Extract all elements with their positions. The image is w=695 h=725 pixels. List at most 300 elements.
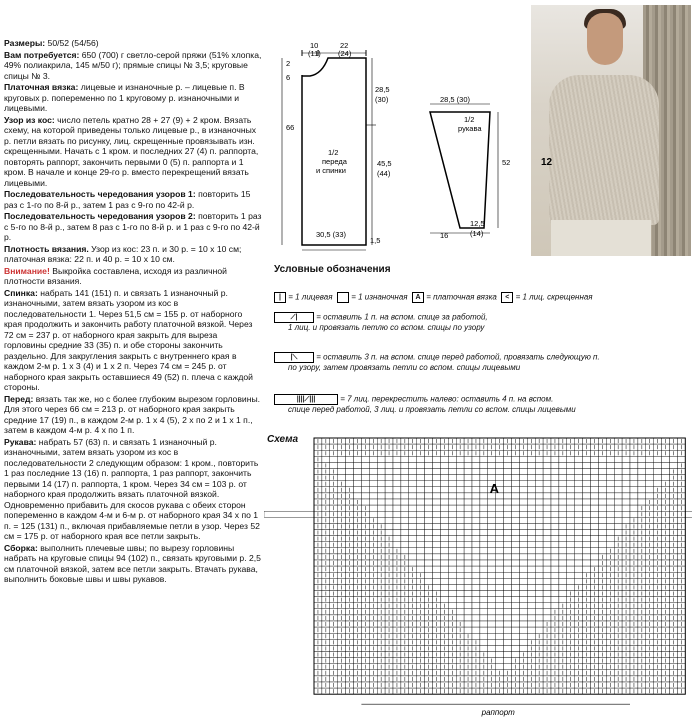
chart-cell-garter (575, 523, 583, 529)
chart-cell-garter (504, 487, 512, 493)
chart-cell-garter (551, 560, 559, 566)
chart-cell-garter (504, 566, 512, 572)
chart-cell-garter (440, 469, 448, 475)
chart-cell-garter (543, 475, 551, 481)
chart-cell-garter (409, 481, 417, 487)
chart-cell-garter (591, 456, 599, 462)
chart-cell-garter (527, 566, 535, 572)
chart-cell-garter (535, 511, 543, 517)
chart-cell-garter (535, 517, 543, 523)
chart-cell-garter (606, 469, 614, 475)
chart-cell-garter (622, 481, 630, 487)
chart-cell-garter (488, 499, 496, 505)
chart-cell-garter (638, 493, 646, 499)
chart-cell-garter (464, 603, 472, 609)
chart-cell-garter (496, 511, 504, 517)
chart-cell-garter (425, 566, 433, 572)
chart-cell-garter (591, 499, 599, 505)
chart-cell-garter (543, 487, 551, 493)
chart-cell-garter (425, 511, 433, 517)
chart-cell-garter (535, 560, 543, 566)
chart-cell-garter (480, 505, 488, 511)
chart-cell-garter (385, 469, 393, 475)
chart-cell-garter (425, 475, 433, 481)
chart-cell-garter (496, 462, 504, 468)
chart-cell-garter (401, 493, 409, 499)
chart-cell-garter (559, 536, 567, 542)
chart-cell-garter (559, 578, 567, 584)
chart-cell-garter (559, 584, 567, 590)
chart-cell-garter (559, 591, 567, 597)
chart-cell-garter (385, 481, 393, 487)
chart-cell-garter (512, 572, 520, 578)
chart-cell-garter (527, 530, 535, 536)
chart-cell-garter (448, 493, 456, 499)
chart-cell-garter (630, 469, 638, 475)
chart-cell-garter (535, 530, 543, 536)
chart-cell-garter (591, 469, 599, 475)
chart-cell-garter (654, 462, 662, 468)
chart-cell-garter (527, 542, 535, 548)
chart-cell-garter (472, 469, 480, 475)
label-half: 1/2 (328, 148, 339, 157)
chart-cell-garter (591, 517, 599, 523)
chart-cell-garter (543, 615, 551, 621)
chart-cell-garter (512, 475, 520, 481)
chart-cell-garter (559, 542, 567, 548)
chart-cell-garter (385, 505, 393, 511)
chart-cell-garter (393, 530, 401, 536)
chart-cell-garter (456, 462, 464, 468)
model-photo (531, 5, 691, 256)
chart-cell-garter (425, 536, 433, 542)
chart-cell-garter (504, 645, 512, 651)
chart-cell-garter (409, 523, 417, 529)
chart-cell-garter (551, 511, 559, 517)
chart-cell-garter (519, 645, 527, 651)
chart-cell-garter (551, 542, 559, 548)
chart-cell-garter (496, 456, 504, 462)
chart-cell-garter (606, 505, 614, 511)
chart-cell-garter (512, 493, 520, 499)
chart-cell-garter (448, 481, 456, 487)
chart-cell-garter (464, 456, 472, 462)
chart-cell-garter (535, 554, 543, 560)
chart-cell-garter (677, 456, 685, 462)
chart-cell-garter (393, 462, 401, 468)
chart-cell-garter (433, 584, 441, 590)
chart-cell-garter (543, 536, 551, 542)
chart-cell-garter (496, 517, 504, 523)
chart-cell-garter (543, 530, 551, 536)
chart-cell-garter (662, 456, 670, 462)
chart-cell-garter (456, 591, 464, 597)
chart-cell-garter (488, 627, 496, 633)
chart-cell-garter (480, 548, 488, 554)
para-seq2: Последовательность чередования узоров 2: повторить 1 раз с 5-го по 8-й р., затем 8 раз с 1-го по 8-й р. и 1 раз с 9-го по 42-й р. (4, 211, 262, 242)
chart-cell-garter (433, 523, 441, 529)
chart-cell-garter (448, 597, 456, 603)
chart-cell-garter (448, 591, 456, 597)
chart-cell-garter (496, 554, 504, 560)
chart-cell-garter (496, 664, 504, 670)
chart-cell-garter (440, 487, 448, 493)
chart-cell-garter (480, 530, 488, 536)
chart-cell-garter (488, 591, 496, 597)
head (587, 13, 623, 65)
chart-cell-garter (480, 603, 488, 609)
chart-cell-garter (417, 542, 425, 548)
chart-cell-garter (440, 462, 448, 468)
garter-symbol: A (412, 292, 424, 303)
chart-cell-garter (606, 523, 614, 529)
chart-cell-garter (504, 603, 512, 609)
chart-cell-garter (559, 597, 567, 603)
chart-cell-garter (433, 560, 441, 566)
chart-cell-garter (591, 560, 599, 566)
chart-cell-garter (622, 469, 630, 475)
chart-cell-garter (662, 462, 670, 468)
chart-cell-garter (425, 469, 433, 475)
chart-cell-garter (409, 560, 417, 566)
chart-cell-garter (504, 554, 512, 560)
chart-cell-garter (591, 548, 599, 554)
chart-cell-garter (480, 511, 488, 517)
dim-14: (14) (470, 229, 484, 238)
chart-cell-garter (606, 475, 614, 481)
chart-cell-garter (575, 566, 583, 572)
chart-cell-garter (425, 493, 433, 499)
chart-cell-garter (606, 530, 614, 536)
chart-cell-garter (448, 603, 456, 609)
chart-cell-garter (638, 475, 646, 481)
chart-cell-garter (393, 536, 401, 542)
chart-cell-garter (472, 517, 480, 523)
chart-cell-garter (575, 536, 583, 542)
chart-cell-garter (591, 536, 599, 542)
chart-cell-garter (496, 615, 504, 621)
chart-cell-garter (480, 493, 488, 499)
chart-cell-garter (448, 499, 456, 505)
chart-cell-garter (417, 548, 425, 554)
chart-cell-garter (433, 481, 441, 487)
chart-cell-garter (417, 511, 425, 517)
chart-cell-garter (472, 560, 480, 566)
chart-cell-garter (361, 475, 369, 481)
chart-cell-garter (480, 584, 488, 590)
label-sleeve: рукава (458, 124, 482, 133)
chart-cell-garter (480, 566, 488, 572)
chart-cell-garter (543, 505, 551, 511)
chart-cell-garter (417, 462, 425, 468)
chart-cell-garter (512, 578, 520, 584)
chart-cell-garter (535, 597, 543, 603)
chart-cell-garter (440, 566, 448, 572)
chart-cell-garter (377, 499, 385, 505)
chart-cell-garter (543, 603, 551, 609)
chart-cell-garter (385, 475, 393, 481)
chart-cell-garter (440, 523, 448, 529)
chart-cell-garter (512, 499, 520, 505)
chart-cell-garter (575, 469, 583, 475)
chart-cell-garter (425, 530, 433, 536)
chart-cell-garter (512, 542, 520, 548)
chart-cell-garter (409, 505, 417, 511)
chart-cell-garter (527, 560, 535, 566)
chart-cell-garter (504, 493, 512, 499)
chart-cell-garter (488, 523, 496, 529)
chart-cell-garter (354, 469, 362, 475)
chart-cell-garter (440, 591, 448, 597)
chart-cell-garter (519, 499, 527, 505)
chart-cell-garter (662, 475, 670, 481)
dim-28-5: 28,5 (375, 85, 390, 94)
chart-cell-garter (543, 493, 551, 499)
chart-cell-garter (551, 493, 559, 499)
chart-cell-garter (488, 566, 496, 572)
chart-cell-garter (512, 627, 520, 633)
dim-30: (30) (375, 95, 389, 104)
chart-cell-garter (575, 462, 583, 468)
chart-cell-garter (614, 481, 622, 487)
chart-cell-garter (646, 481, 654, 487)
chart-cell-garter (559, 566, 567, 572)
chart-cell-garter (456, 536, 464, 542)
chart-cell-garter (527, 627, 535, 633)
chart-cell-garter (559, 456, 567, 462)
chart-cell-garter (425, 499, 433, 505)
chart-cell-garter (535, 542, 543, 548)
chart-cell-garter (472, 566, 480, 572)
chart-cell-garter (527, 511, 535, 517)
chart-cell-garter (519, 469, 527, 475)
chart-cell-garter (606, 493, 614, 499)
chart-cell-garter (527, 493, 535, 499)
chart-cell-garter (504, 572, 512, 578)
para-sleeves: Рукава: набрать 57 (63) п. и связать 1 изнаночный р. изнаночными, затем вязать узором из кос в последовательности 2 следующим образом: 1 кром., повторить 1 раз последние 13 (16) п. раппорта, 1 раз раппорт, закончить первыми 14 (17) п. раппорта, 1 кром. Через 34 см = 103 р. от наборного края продолжить вязать платочной вязкой. Одновременно прибавить для скосов рукава с обеих сторон попеременно в каждом 4-м и 6-м р. от наборного края 34 х по 1 п. = 125 (131) п., включая прибавляемые петли в узор. Через 52 см = 175 р. от наборного края все петли закрыть. (4, 436, 260, 541)
chart-cell-garter (567, 542, 575, 548)
chart-cell-garter (488, 633, 496, 639)
chart-cell-garter (598, 542, 606, 548)
chart-cell-garter (440, 475, 448, 481)
chart-cell-garter (551, 572, 559, 578)
chart-cell-garter (480, 615, 488, 621)
chart-cell-garter (583, 542, 591, 548)
chart-cell-garter (369, 499, 377, 505)
purl-symbol (337, 292, 349, 303)
chart-cell-garter (638, 456, 646, 462)
chart-cell-garter (519, 615, 527, 621)
chart-cell-garter (480, 554, 488, 560)
chart-cell-garter (488, 511, 496, 517)
chart-cell-garter (598, 462, 606, 468)
chart-cell-garter (512, 566, 520, 572)
chart-cell-garter (504, 542, 512, 548)
legend-row-3: |⟍ = оставить 3 п. на вспом. спице перед работой, провязать следующую п. по узору, затем провязать петли со вспом. спицы лицевыми (274, 352, 600, 373)
chart-cell-garter (425, 523, 433, 529)
chart-cell-garter (504, 633, 512, 639)
chart-cell-garter (512, 591, 520, 597)
chart-cell-garter (559, 560, 567, 566)
chart-cell-garter (519, 621, 527, 627)
para-garter: Платочная вязка: лицевые и изнаночные р. – лицевые п. В круговых р. попеременно по 1 круговому р. изнаночными и лицевыми. (4, 82, 245, 113)
chart-cell-garter (496, 505, 504, 511)
chart-cell-garter (417, 505, 425, 511)
chart-cell-garter (433, 530, 441, 536)
chart-cell-garter (630, 499, 638, 505)
chart-cell-garter (504, 462, 512, 468)
chart-cell-garter (535, 627, 543, 633)
chart-cell-garter (622, 493, 630, 499)
chart-cell-garter (440, 572, 448, 578)
chart-cell-garter (456, 597, 464, 603)
chart-cell-garter (583, 554, 591, 560)
chart-cell-garter (433, 499, 441, 505)
rapport-label: раппорт (481, 708, 515, 718)
label-sleeve-half: 1/2 (464, 115, 475, 124)
chart-cell-garter (448, 572, 456, 578)
chart-cell-garter (409, 469, 417, 475)
chart-cell-garter (409, 475, 417, 481)
chart-cell-garter (338, 456, 346, 462)
chart-cell-garter (543, 548, 551, 554)
chart-cell-garter (575, 548, 583, 554)
chart-cell-garter (535, 487, 543, 493)
chart-cell-garter (519, 578, 527, 584)
chart-cell-garter (583, 475, 591, 481)
chart-cell-garter (638, 469, 646, 475)
chart-cell-garter (512, 554, 520, 560)
chart-cell-garter (361, 499, 369, 505)
chart-cell-garter (433, 462, 441, 468)
chart-cell-garter (638, 487, 646, 493)
chart-cell-garter (488, 469, 496, 475)
chart-cell-garter (385, 462, 393, 468)
chart-cell-garter (535, 615, 543, 621)
chart-cell-garter (519, 639, 527, 645)
chart-cell-garter (393, 542, 401, 548)
dim-24: (24) (338, 49, 352, 58)
chart-cell-garter (401, 462, 409, 468)
chart-cell-garter (448, 548, 456, 554)
chart-cell-garter (488, 609, 496, 615)
chart-cell-garter (512, 523, 520, 529)
chart-cell-garter (472, 542, 480, 548)
chart-cell-garter (543, 609, 551, 615)
chart-cell-garter (591, 487, 599, 493)
chart-cell-garter (519, 493, 527, 499)
chart-cell-garter (385, 487, 393, 493)
chart-cell-garter (598, 469, 606, 475)
chart-cell-garter (464, 462, 472, 468)
chart-cell-garter (567, 578, 575, 584)
chart-cell-garter (551, 597, 559, 603)
chart-cell-garter (464, 584, 472, 590)
chart-cell-garter (472, 548, 480, 554)
chart-cell-garter (472, 578, 480, 584)
chart-cell-garter (559, 505, 567, 511)
chart-cell-garter (654, 469, 662, 475)
chart-cell-garter (527, 481, 535, 487)
chart-cell-garter (551, 523, 559, 529)
chart-cell-garter (425, 517, 433, 523)
chart-cell-garter (488, 542, 496, 548)
chart-cell-garter (409, 548, 417, 554)
chart-cell-garter (527, 609, 535, 615)
chart-cell-garter (598, 456, 606, 462)
chart-cell-garter (448, 475, 456, 481)
chart-cell-garter (535, 469, 543, 475)
chart-cell-garter (346, 469, 354, 475)
chart-cell-garter (504, 578, 512, 584)
chart-cell-garter (464, 493, 472, 499)
chart-cell-garter (512, 469, 520, 475)
chart-cell-garter (480, 572, 488, 578)
chart-cell-garter (456, 499, 464, 505)
chart-cell-garter (630, 487, 638, 493)
chart-cell-garter (535, 499, 543, 505)
chart-cell-garter (575, 578, 583, 584)
chart-cell-garter (512, 560, 520, 566)
chart-cell-garter (519, 633, 527, 639)
chart-cell-garter (472, 572, 480, 578)
chart-cell-garter (425, 542, 433, 548)
chart-cell-garter (646, 469, 654, 475)
chart-cell-garter (527, 536, 535, 542)
chart-cell-garter (488, 554, 496, 560)
chart-cell-garter (535, 536, 543, 542)
chart-cell-garter (591, 523, 599, 529)
chart-cell-garter (519, 627, 527, 633)
chart-cell-garter (456, 487, 464, 493)
chart-cell-garter (512, 462, 520, 468)
chart-cell-garter (583, 499, 591, 505)
chart-cell-garter (614, 523, 622, 529)
chart-cell-garter (409, 530, 417, 536)
chart-cell-garter (496, 499, 504, 505)
chart-cell-garter (519, 560, 527, 566)
chart-cell-garter (559, 469, 567, 475)
chart-cell-garter (377, 505, 385, 511)
label-and-back: и спинки (316, 166, 346, 175)
chart-cell-garter (488, 597, 496, 603)
chart-cell-garter (559, 530, 567, 536)
chart-cell-garter (496, 469, 504, 475)
chart-cell-garter (488, 645, 496, 651)
chart-cell-garter (575, 475, 583, 481)
chart-cell-garter (504, 499, 512, 505)
chart-cell-garter (330, 456, 338, 462)
chart-cell-garter (425, 554, 433, 560)
chart-cell-garter (598, 548, 606, 554)
chart-cell-garter (472, 615, 480, 621)
chart-cell-garter (369, 481, 377, 487)
chart-cell-garter (614, 462, 622, 468)
chart-cell-garter (472, 621, 480, 627)
chart-cell-garter (591, 530, 599, 536)
chart-cell-garter (448, 487, 456, 493)
chart-cell-garter (464, 554, 472, 560)
chart-cell-garter (496, 645, 504, 651)
chart-cell-garter (464, 530, 472, 536)
chart-cell-garter (504, 609, 512, 615)
chart-cell-garter (425, 578, 433, 584)
chart-cell-garter (480, 523, 488, 529)
chart-cell-garter (456, 615, 464, 621)
chart-cell-garter (614, 517, 622, 523)
chart-cell-garter (575, 505, 583, 511)
chart-cell-garter (448, 566, 456, 572)
